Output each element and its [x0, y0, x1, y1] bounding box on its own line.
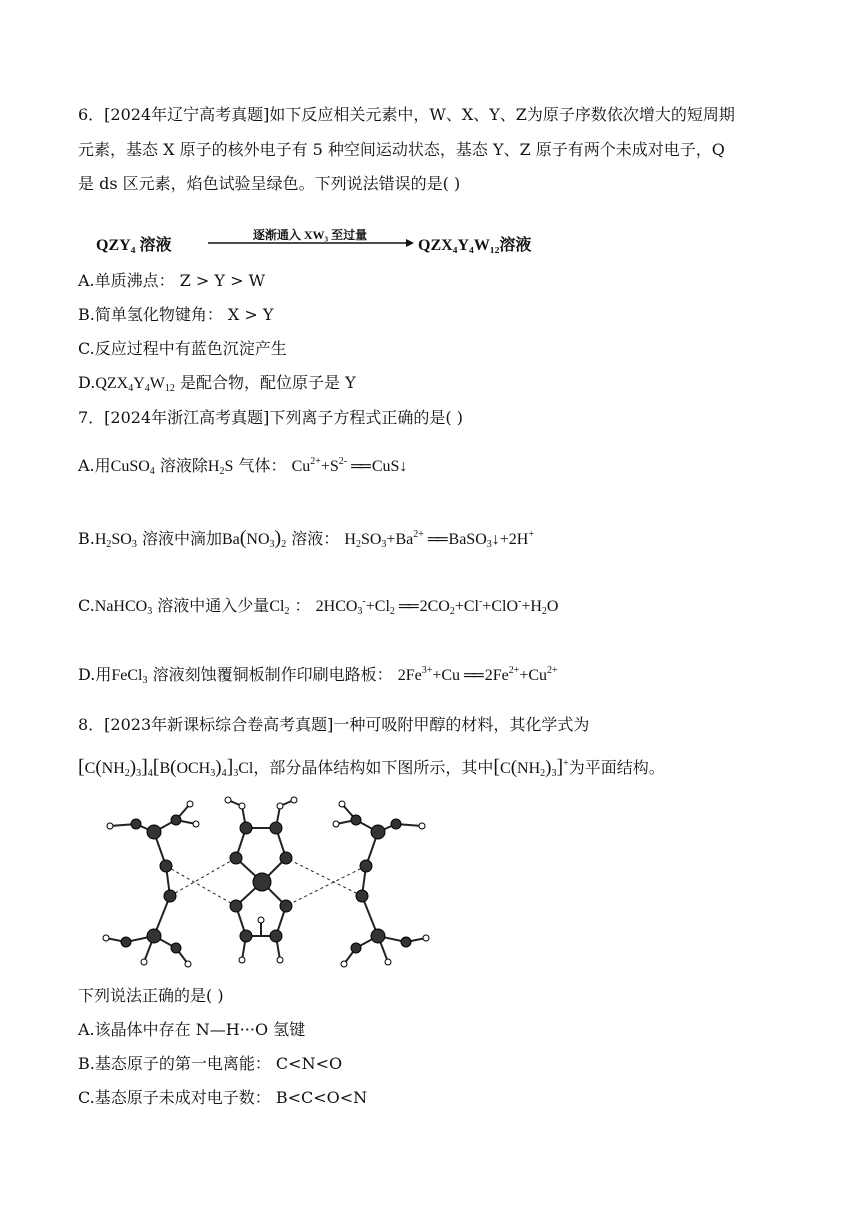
q7-stem: 7．[2024年浙江高考真题]下列离子方程式正确的是( ) [78, 408, 463, 427]
scheme-reactant: QZY₄ 溶液 [96, 237, 172, 254]
q8-stem-line2 [78, 756, 665, 780]
q6-stem-line1: 6．[2024年辽宁高考真题]如下反应相关元素中，W、X、Y、Z为原子序数依次增大的短周期 [78, 105, 735, 124]
q6-option-d-label: D. [78, 373, 96, 392]
crystal-structure-figure [96, 796, 436, 972]
q6-stem-line2: 元素，基态 X 原子的核外电子有 5 种空间运动状态，基态 Y、Z 原子有两个未成对电子，Q [78, 140, 725, 159]
scheme-condition: 逐渐通入 XW₃ 至过量 [252, 228, 368, 242]
q7-d-t2: 溶液刻蚀覆铜板制作印刷电路板： [152, 665, 393, 684]
scheme-product: QZX₄Y₄W₁₂溶液 [418, 237, 532, 254]
q8-question: 下列说法正确的是( ) [78, 986, 224, 1005]
q8-stem-mid: ，部分晶体结构如下图所示，其中 [253, 758, 494, 777]
q7-option-d: D.用FeCl$_3$ 溶液刻蚀覆铜板制作印刷电路板： $2Fe^{3+}+Cu$ ══ $2Fe^{2+}+Cu^{2+}$ [78, 665, 558, 686]
q7-d-equation: $2Fe^{3+}+Cu$ ══ $2Fe^{2+}+Cu^{2+}$ [397, 665, 558, 684]
q7-option-a: A.用CuSO$_4$ 溶液除$H_2S$ 气体： $Cu^{2+}+S^{2-}$ ══ CuS↓ [78, 456, 408, 477]
q8-stem-end: 为平面结构。 [568, 758, 665, 777]
q6-option-b: B.简单氢化物键角： X > Y [78, 305, 274, 324]
q8-option-c: C.基态原子未成对电子数： B<C<O<N [78, 1088, 368, 1107]
q7-a-t3: 气体： [238, 456, 287, 475]
q7-b-t1: B. [78, 529, 95, 548]
q7-a-equation: $Cu^{2+}+S^{2-}$ ══ CuS↓ [291, 456, 408, 475]
arrow-icon [206, 226, 414, 256]
q7-b-equation: $H_2SO_3+Ba^{2+}$ ══ BaSO$_3$↓+2H+ [344, 529, 534, 550]
q6-stem-line3: 是 ds 区元素，焰色试验呈绿色。下列说法错误的是( ) [78, 174, 461, 193]
q7-option-b: $B.H_2SO_3$ 溶液中滴加$Ba(NO_3)_2$ 溶液： $H_2SO_3+Ba^{2+}$ ══ BaSO$_3$↓+2H+ [78, 527, 534, 550]
q6-option-c: C.反应过程中有蓝色沉淀产生 [78, 339, 287, 358]
q6-option-a: A.单质沸点： Z > Y > W [78, 271, 266, 290]
reaction-arrow [206, 226, 414, 256]
q8-option-a: A.该晶体中存在 N—H···O 氢键 [78, 1020, 306, 1039]
q7-c-t1: C. [78, 596, 95, 615]
q7-c-equation: $2HCO_3^-+Cl_2$ ══ $2CO_2+Cl^-+ClO^-+H_2O$ [315, 596, 559, 617]
q8-stem-line1: 8．[2023年新课标综合卷高考真题]一种可吸附甲醇的材料，其化学式为 [78, 715, 590, 734]
q8-formula: $[C(NH_2)_3]_4[B(OCH_3)_4]_3Cl$ [78, 756, 254, 779]
q7-b-t2: 溶液中滴加 [141, 529, 222, 548]
q7-c-t2: 溶液中通入少量 [157, 596, 270, 615]
q6-option-d-text: 是配合物，配位原子是 Y [180, 373, 356, 392]
q6-option-d [78, 372, 356, 395]
q7-a-t2: 溶液除 [159, 456, 208, 475]
q8-option-b: B.基态原子的第一电离能： C<N<O [78, 1054, 343, 1073]
q7-d-t1: D.用 [78, 665, 112, 684]
q7-b-t3: 溶液： [291, 529, 340, 548]
q7-c-t3: ： [294, 596, 311, 615]
q8-cation: $[C(NH_2)_3]^+$ [493, 756, 569, 779]
q7-option-c: C.NaHCO$_3$ 溶液中通入少量$Cl_2$ ： $2HCO_3^-+Cl_2$ ══ $2CO_2+Cl^-+ClO^-+H_2O$ [78, 596, 559, 617]
q7-a-t1: A.用 [78, 456, 111, 475]
q6-option-d-formula: $QZX_4Y_4W_{12}$ [95, 375, 175, 394]
